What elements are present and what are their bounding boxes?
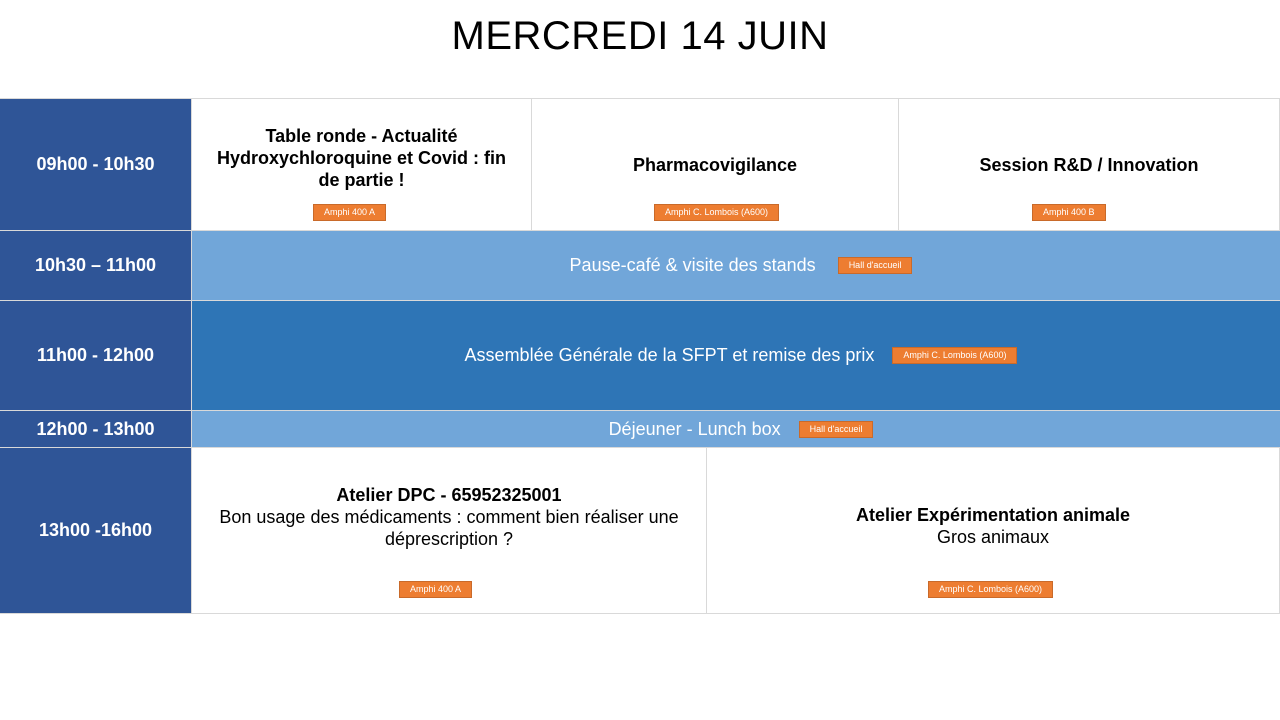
pause-cafe-band[interactable]	[192, 231, 1280, 301]
session-title: Session R&D / Innovation	[979, 154, 1199, 175]
session-title: Table ronde - Actualité Hydroxychloroquine et Covid : fin de partie !	[216, 125, 507, 190]
room-badge: Amphi 400 A	[313, 204, 386, 221]
band-label: Pause-café & visite des stands	[569, 255, 816, 275]
room-badge: Amphi 400 A	[399, 581, 472, 598]
assemblee-generale-band[interactable]	[192, 301, 1280, 411]
time-slot-1100: 11h00 - 12h00	[0, 301, 192, 411]
session-title: Atelier Expérimentation animale	[855, 504, 1131, 525]
room-badge: Amphi C. Lombois (A600)	[654, 204, 779, 221]
page-title: MERCREDI 14 JUIN	[451, 14, 829, 58]
room-badge: Hall d'accueil	[838, 257, 913, 274]
room-badge: Amphi 400 B	[1032, 204, 1106, 221]
time-slot-1030: 10h30 – 11h00	[0, 231, 192, 301]
time-slot-1300: 13h00 -16h00	[0, 448, 192, 614]
room-badge: Amphi C. Lombois (A600)	[928, 581, 1053, 598]
session-subtitle: Gros animaux	[936, 526, 1050, 547]
band-label: Déjeuner - Lunch box	[608, 418, 781, 439]
time-slot-1200: 12h00 - 13h00	[0, 411, 192, 448]
session-title: Pharmacovigilance	[632, 154, 798, 175]
time-slot-0900: 09h00 - 10h30	[0, 99, 192, 231]
band-label: Assemblée Générale de la SFPT et remise des prix	[464, 345, 875, 365]
room-badge: Hall d'accueil	[799, 421, 874, 438]
session-title: Atelier DPC - 65952325001	[336, 484, 562, 505]
session-subtitle: Bon usage des médicaments : comment bien réaliser une déprescription ?	[219, 506, 679, 549]
dejeuner-band[interactable]	[192, 411, 1280, 448]
room-badge: Amphi C. Lombois (A600)	[892, 347, 1017, 364]
